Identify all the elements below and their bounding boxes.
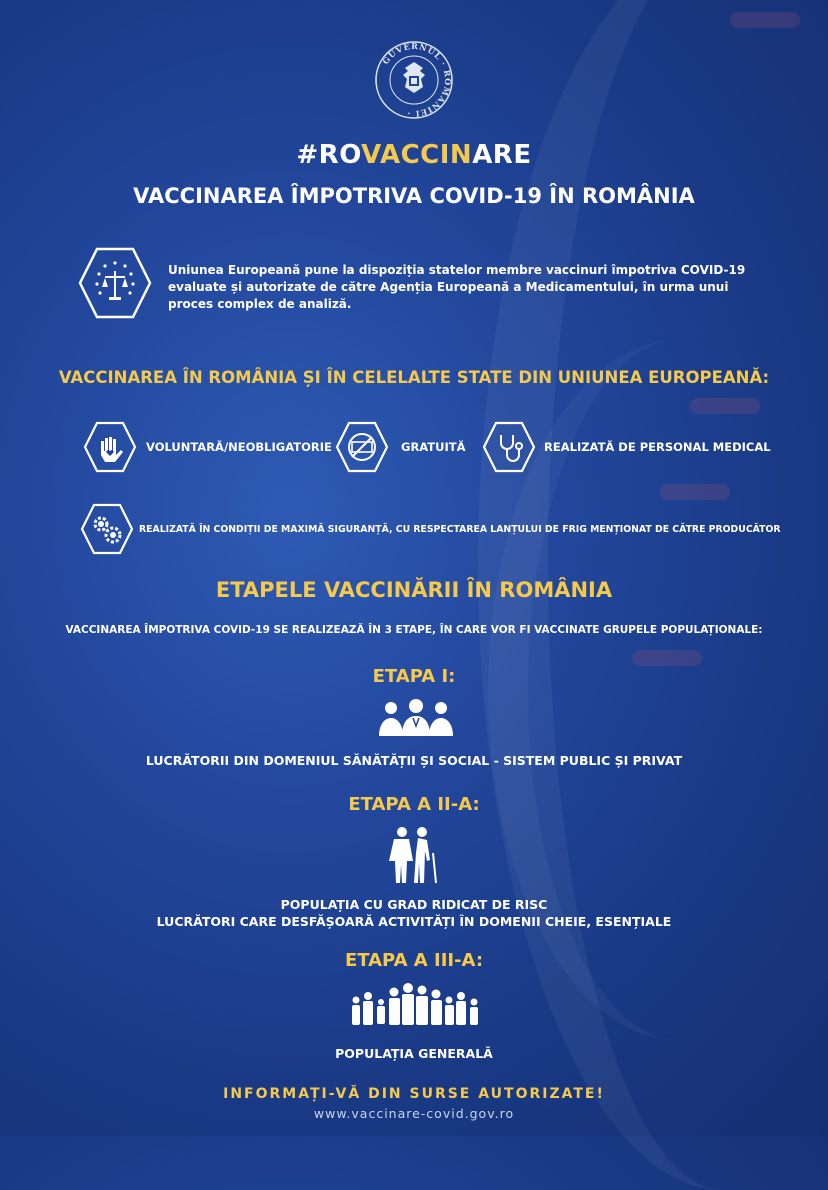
feature-voluntary: VOLUNTARĂ/NEOBLIGATORIE xyxy=(146,440,332,454)
svg-text:GUVERNUL · ROMÂNIEI ·: GUVERNUL · ROMÂNIEI · xyxy=(380,40,454,120)
background-accent xyxy=(632,650,702,666)
feature-medical: REALIZATĂ DE PERSONAL MEDICAL xyxy=(544,440,771,454)
background-accent xyxy=(730,12,800,28)
hashtag-part-1: #RO xyxy=(296,140,362,170)
hashtag-heading xyxy=(0,140,828,170)
stethoscope-icon xyxy=(482,421,536,473)
government-emblem-icon xyxy=(374,40,454,120)
eu-scale-icon xyxy=(78,247,152,319)
background-accent xyxy=(690,398,760,414)
gears-icon xyxy=(80,503,134,555)
health-workers-icon xyxy=(376,698,456,742)
stage-2-label: ETAPA A II-A: xyxy=(348,794,480,815)
stage-2-group: POPULAȚIA CU GRAD RIDICAT DE RISC xyxy=(280,897,548,912)
elderly-couple-icon xyxy=(386,825,444,889)
stage-2-groups xyxy=(0,896,828,930)
hand-heart-icon xyxy=(83,421,137,473)
background-accent xyxy=(660,484,730,500)
feature-free: GRATUITĂ xyxy=(401,440,466,454)
footer-slogan: INFORMAȚI-VĂ DIN SURSE AUTORIZATE! xyxy=(223,1086,605,1102)
stage-3-group: POPULAȚIA GENERALĂ xyxy=(335,1046,493,1061)
crowd-icon xyxy=(348,980,482,1032)
eu-info-line: evaluate și autorizate de către Agenția Europeană a Medicamentului, în urma unui xyxy=(168,280,729,294)
footer-url-link[interactable]: www.vaccinare-covid.gov.ro xyxy=(313,1106,515,1121)
stages-intro: VACCINAREA ÎMPOTRIVA COVID-19 SE REALIZEAZĂ ÎN 3 ETAPE, ÎN CARE VOR FI VACCINATE GRUPELE POPULAȚIONALE: xyxy=(65,624,763,636)
no-money-icon xyxy=(335,421,389,473)
stage-1-group: LUCRĂTORII DIN DOMENIUL SĂNĂTĂȚII ȘI SOCIAL - SISTEM PUBLIC ȘI PRIVAT xyxy=(145,753,683,768)
page-title: VACCINAREA ÎMPOTRIVA COVID-19 ÎN ROMÂNIA xyxy=(133,184,695,208)
eu-info-line: Uniunea Europeană pune la dispoziția statelor membre vaccinuri împotriva COVID-19 xyxy=(168,263,746,277)
eu-info-text xyxy=(168,262,768,313)
stage-1-label: ETAPA I: xyxy=(372,666,456,687)
hashtag-part-3: ARE xyxy=(472,140,532,170)
feature-safety: REALIZATĂ ÎN CONDIȚII DE MAXIMĂ SIGURANȚĂ, CU RESPECTAREA LANȚULUI DE FRIG MENȚIONAT DE CĂTRE PRODUCĂTOR xyxy=(139,524,781,535)
hashtag-part-2: VACCIN xyxy=(361,140,473,170)
eu-info-line: proces complex de analiză. xyxy=(168,297,352,311)
stage-3-label: ETAPA A III-A: xyxy=(344,950,484,971)
stages-heading: ETAPELE VACCINĂRII ÎN ROMÂNIA xyxy=(215,578,613,602)
section-heading: VACCINAREA ÎN ROMÂNIA ȘI ÎN CELELALTE STATE DIN UNIUNEA EUROPEANĂ: xyxy=(58,368,770,387)
stage-2-group: LUCRĂTORI CARE DESFĂȘOARĂ ACTIVITĂȚI ÎN DOMENII CHEIE, ESENȚIALE xyxy=(156,914,672,929)
